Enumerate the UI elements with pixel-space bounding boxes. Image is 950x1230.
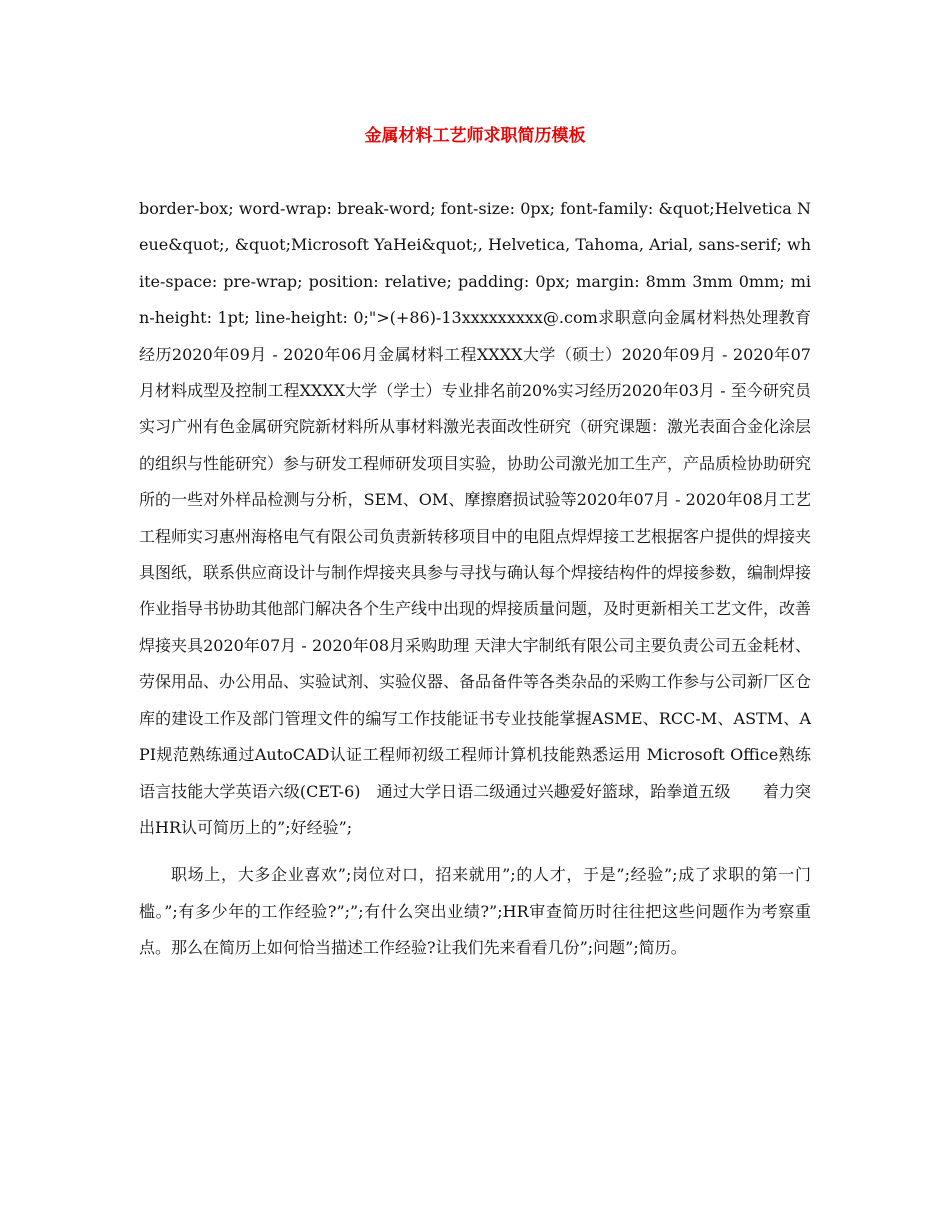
body-paragraph-resume: border-box; word-wrap: break-word; font-size: 0px; font-family: &quot;Helvetica Neue&quot;, &quot;Microsoft YaHei&quot;, Helvetica, Tahoma, Arial, sans-serif; white-space: pre-wrap; position: relative; padding: 0px; margin: 8mm 3mm 0mm; min-height: 1pt; line-height: 0;">(+86)-13xxxxxxxxx@.com求职意向金属材料热处理教育经历2020年09月 - 2020年06月金属材料工程XXXX大学（硕士）2020年09月 - 2020年07月材料成型及控制工程XXXX大学（学士）专业排名前20%实习经历2020年03月 - 至今研究员实习广州有色金属研究院新材料所从事材料激光表面改性研究（研究课题：激光表面合金化涂层的组织与性能研究）参与研发工程师研发项目实验，协助公司激光加工生产，产品质检协助研究所的一些对外样品检测与分析，SEM、OM、摩擦磨损试验等2020年07月 - 2020年08月工艺工程师实习惠州海格电气有限公司负责新转移项目中的电阻点焊焊接工艺根据客户提供的焊接夹具图纸，联系供应商设计与制作焊接夹具参与寻找与确认每个焊接结构件的焊接参数，编制焊接作业指导书协助其他部门解决各个生产线中出现的焊接质量问题，及时更新相关工艺文件，改善焊接夹具2020年07月 - 2020年08月采购助理 天津大宇制纸有限公司主要负责公司五金耗材、劳保用品、办公用品、实验试剂、实验仪器、备品备件等各类杂品的采购工作参与公司新厂区仓库的建设工作及部门管理文件的编写工作技能证书专业技能掌握ASME、RCC-M、ASTM、API规范熟练通过AutoCAD认证工程师初级工程师计算机技能熟悉运用 Microsoft Office熟练语言技能大学英语六级(CET-6) 通过大学日语二级通过兴趣爱好篮球，跆拳道五级 着力突出HR认可简历上的”;好经验”; xyxy=(139,199,812,837)
body-paragraph-advice: 职场上，大多企业喜欢”;岗位对口，招来就用”;的人才，于是”;经验”;成了求职的第一门槛。”;有多少年的工作经验?”;”;有什么突出业绩?”;HR审查简历时往往把这些问题作为考察重点。那么在简历上如何恰当描述工作经验?让我们先来看看几份”;问题”;简历。 xyxy=(139,865,811,958)
document-body xyxy=(139,191,811,967)
document-title: 金属材料工艺师求职简历模板 xyxy=(364,126,586,146)
